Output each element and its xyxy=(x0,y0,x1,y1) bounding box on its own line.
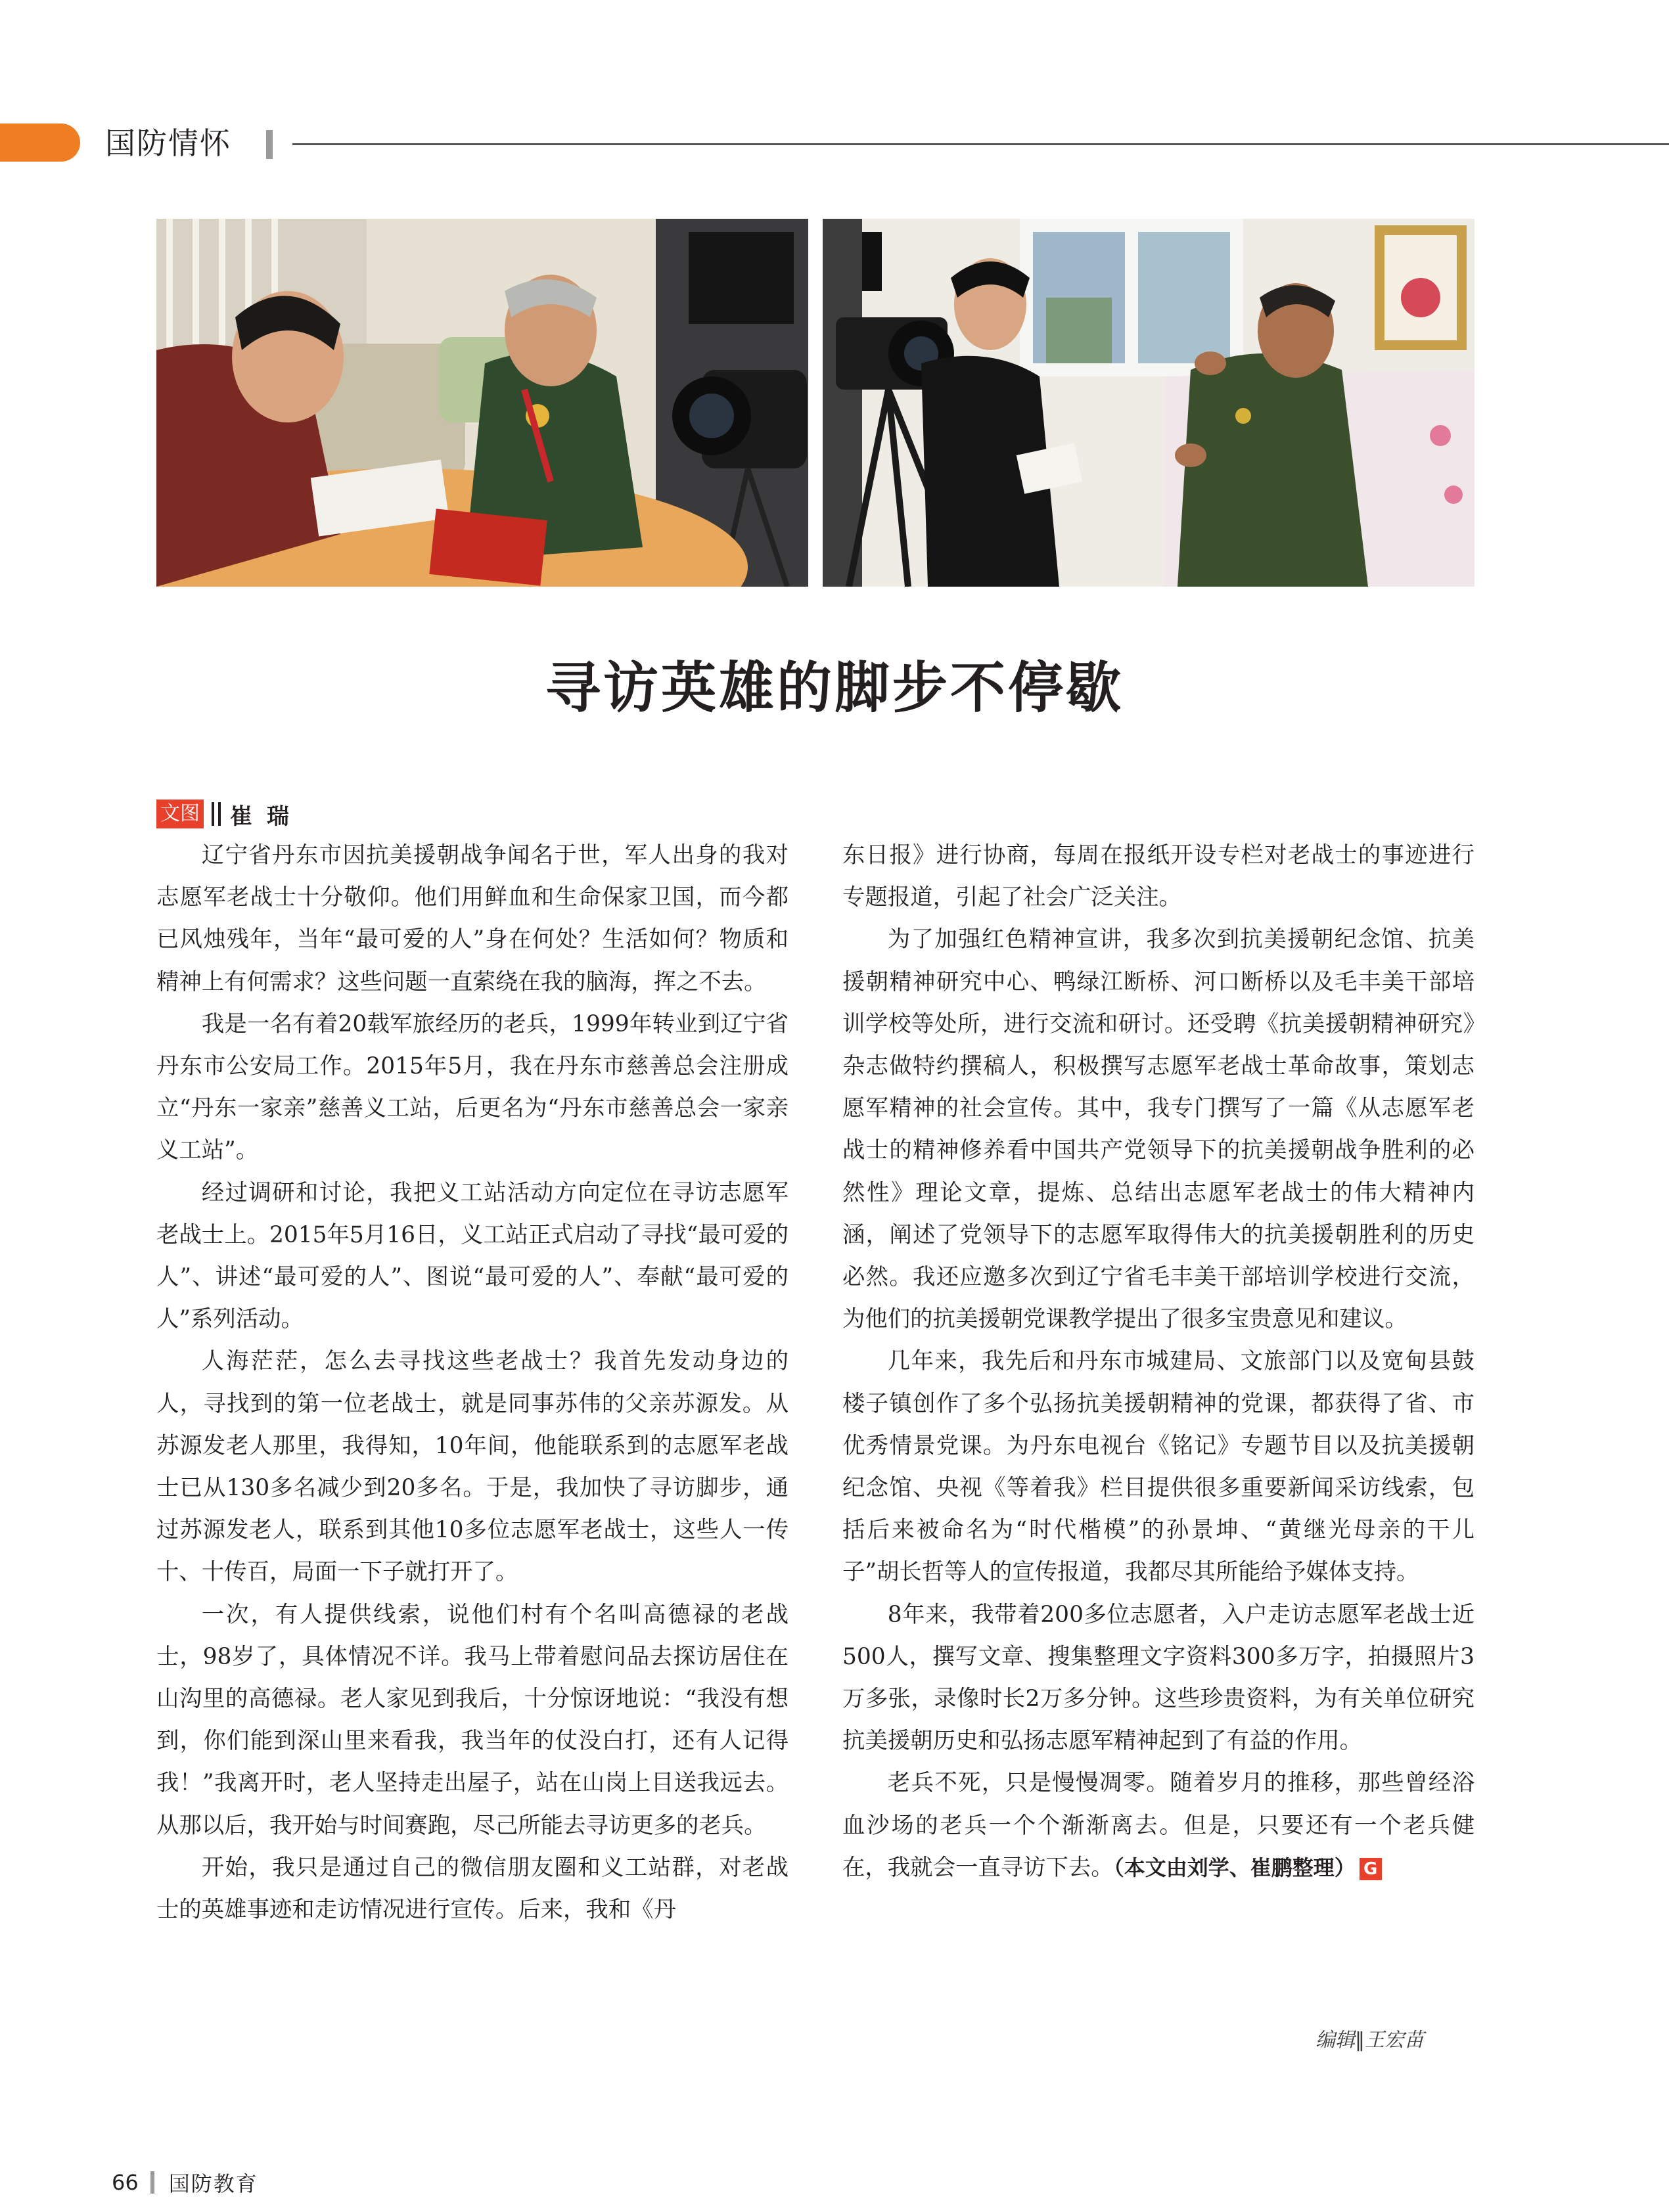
byline-tag: 文图 xyxy=(156,800,204,828)
paragraph: 几年来，我先后和丹东市城建局、文旅部门以及宽甸县鼓楼子镇创作了多个弘扬抗美援朝精神的党课，都获得了省、市优秀情景党课。为丹东电视台《铭记》专题节目以及抗美援朝纪念馆、央视《等着我》栏目提供很多重要新闻采访线索，包括后来被命名为“时代楷模”的孙景坤、“黄继光母亲的干儿子”胡长哲等人的宣传报道，我都尽其所能给予媒体支持。 xyxy=(842,1348,1475,1586)
magazine-name: 国防教育 xyxy=(168,2171,258,2196)
byline xyxy=(156,798,304,830)
paragraph-final xyxy=(842,1762,1475,1889)
byline-divider xyxy=(218,802,221,826)
paragraph-continuation: 东日报》进行协商，每周在报纸开设专栏对老战士的事迹进行专题报道，引起了社会广泛关注。 xyxy=(842,842,1475,911)
interview-photo-left xyxy=(156,219,808,587)
paragraph: 为了加强红色精神宣讲，我多次到抗美援朝纪念馆、抗美援朝精神研究中心、鸭绿江断桥、河口断桥以及毛丰美干部培训学校等处所，进行交流和研讨。还受聘《抗美援朝精神研究》杂志做特约撰稿人，积极撰写志愿军老战士革命故事，策划志愿军精神的社会宣传。其中，我专门撰写了一篇《从志愿军老战士的精神修养看中国共产党领导下的抗美援朝战争胜利的必然性》理论文章，提炼、总结出志愿军老战士的伟大精神内涵，阐述了党领导下的志愿军取得伟大的抗美援朝胜利的历史必然。我还应邀多次到辽宁省毛丰美干部培训学校进行交流，为他们的抗美援朝党课教学提出了很多宝贵意见和建议。 xyxy=(842,926,1475,1333)
interview-photo-right xyxy=(823,219,1475,587)
header-rule xyxy=(292,143,1669,145)
byline-divider xyxy=(212,802,214,826)
paragraph: 我是一名有着20载军旅经历的老兵，1999年转业到辽宁省丹东市公安局工作。2015年5月，我在丹东市慈善总会注册成立“丹东一家亲”慈善义工站，后更名为“丹东市慈善总会一家亲义工站”。 xyxy=(156,1010,789,1164)
section-divider-bar xyxy=(266,130,273,159)
paragraph: 人海茫茫，怎么去寻找这些老战士？我首先发动身边的人，寻找到的第一位老战士，就是同事苏伟的父亲苏源发。从苏源发老人那里，我得知，10年间，他能联系到的志愿军老战士已从130多名减少到20多名。于是，我加快了寻访脚步，通过苏源发老人，联系到其他10多位志愿军老战士，这些人一传十、十传百，局面一下子就打开了。 xyxy=(156,1348,789,1586)
page-number: 66 xyxy=(112,2170,139,2195)
page-footer xyxy=(112,2168,258,2197)
end-mark-icon: G xyxy=(1360,1858,1382,1880)
credit: （本文由刘学、崔鹏整理） xyxy=(1113,1855,1356,1880)
body-column-left xyxy=(156,834,789,1931)
body-column-right xyxy=(842,834,1475,1889)
section-label: 国防情怀 xyxy=(105,125,231,161)
section-tab-accent xyxy=(0,124,80,162)
author-name: 崔瑞 xyxy=(230,803,304,830)
final-text: 老兵不死，只是慢慢凋零。随着岁月的推移，那些曾经浴血沙场的老兵一个个渐渐离去。但是，只要还有一个老兵健在，我就会一直寻访下去。 xyxy=(842,1770,1475,1881)
editor-credit: 编辑‖王宏苗 xyxy=(1315,2029,1424,2052)
paragraph: 开始，我只是通过自己的微信朋友圈和义工站群，对老战士的英雄事迹和走访情况进行宣传。后来，我和《丹 xyxy=(156,1854,789,1924)
footer-divider xyxy=(150,2171,154,2194)
paragraph: 一次，有人提供线索，说他们村有个名叫高德禄的老战士，98岁了，具体情况不详。我马上带着慰问品去探访居住在山沟里的高德禄。老人家见到我后，十分惊讶地说：“我没有想到，你们能到深山里来看我，我当年的仗没白打，还有人记得我！”我离开时，老人坚持走出屋子，站在山岗上目送我远去。从那以后，我开始与时间赛跑，尽己所能去寻访更多的老兵。 xyxy=(156,1601,789,1839)
article-title: 寻访英雄的脚步不停歇 xyxy=(545,656,1124,720)
paragraph: 辽宁省丹东市因抗美援朝战争闻名于世，军人出身的我对志愿军老战士十分敬仰。他们用鲜血和生命保家卫国，而今都已风烛残年，当年“最可爱的人”身在何处？生活如何？物质和精神上有何需求？这些问题一直萦绕在我的脑海，挥之不去。 xyxy=(156,842,789,995)
paragraph: 8年来，我带着200多位志愿者，入户走访志愿军老战士近500人，撰写文章、搜集整理文字资料300多万字，拍摄照片3万多张，录像时长2万多分钟。这些珍贵资料，为有关单位研究抗美援朝历史和弘扬志愿军精神起到了有益的作用。 xyxy=(842,1601,1475,1755)
paragraph: 经过调研和讨论，我把义工站活动方向定位在寻访志愿军老战士上。2015年5月16日，义工站正式启动了寻找“最可爱的人”、讲述“最可爱的人”、图说“最可爱的人”、奉献“最可爱的人”系列活动。 xyxy=(156,1179,789,1333)
